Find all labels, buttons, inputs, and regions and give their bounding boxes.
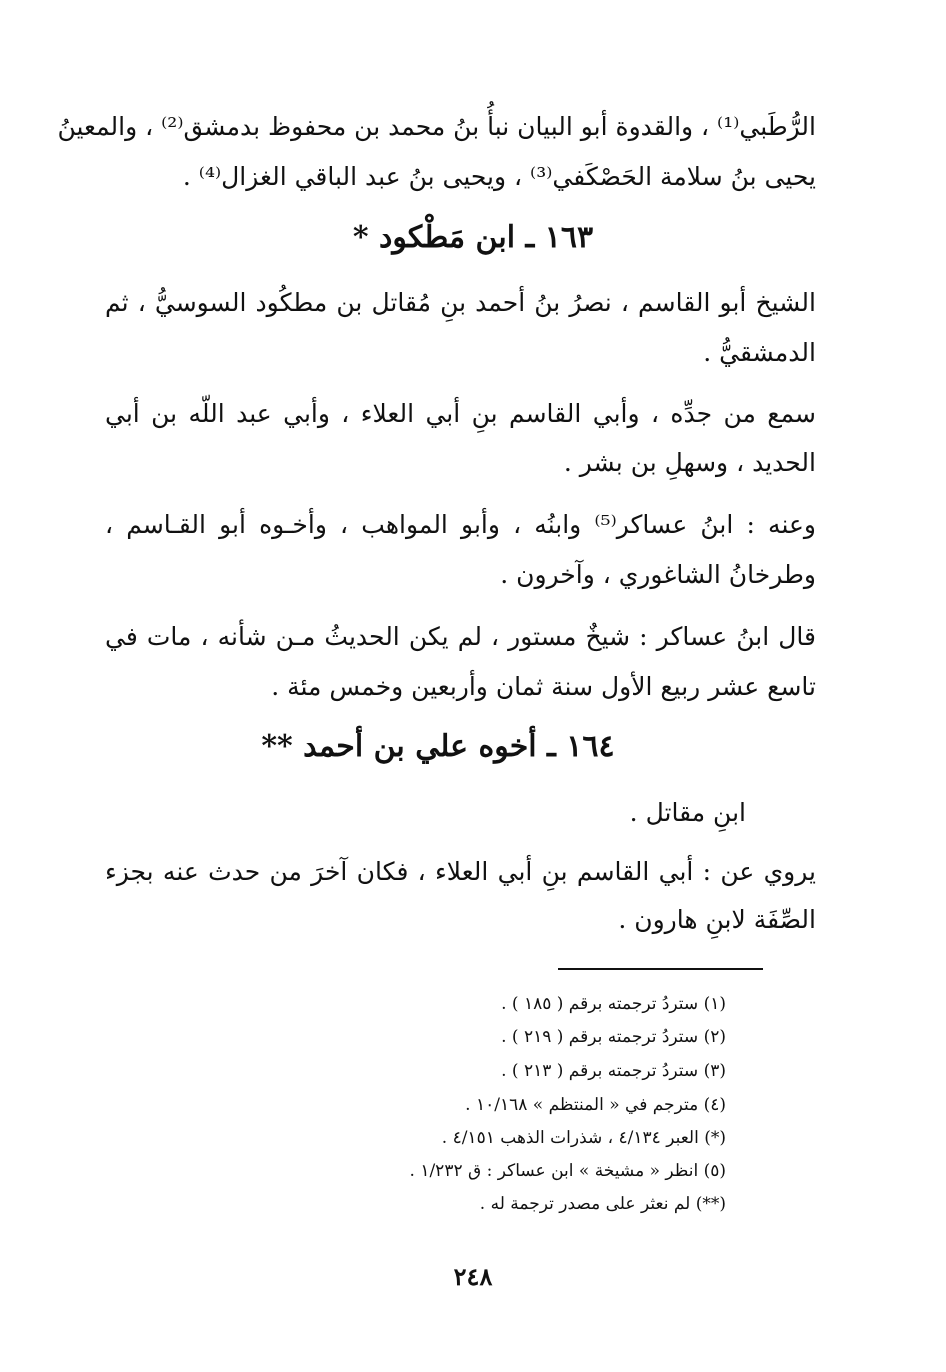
footnote-entry-164: (**) لم نعثر على مصدر ترجمة له . — [479, 1194, 726, 1214]
entry-163-paragraph-4-line-2: تاسع عشر ربيع الأول سنة ثمان وأربعين وخمس مئة . — [271, 672, 816, 701]
entry-164-paragraph-2-line-1: يروي عن : أبي القاسم بنِ أبي العلاء ، فكان آخرَ من حدث عنه بجزء — [105, 857, 816, 886]
entry-163-paragraph-1-line-2: الدمشقيُّ . — [703, 338, 816, 367]
footnote-separator — [558, 968, 763, 970]
footnote-5: (٥) انظر « مشيخة » ابن عساكر : ق ١/٢٣٢ . — [409, 1161, 726, 1181]
entry-163-paragraph-1-line-1: الشيخ أبو القاسم ، نصرُ بنُ أحمد بنِ مُقاتل بن مطكُود السوسيُّ ، ثم — [105, 288, 816, 317]
footnote-1: (١) ستردُ ترجمته برقم ( ١٨٥ ) . — [501, 994, 726, 1014]
footnote-3: (٣) ستردُ ترجمته برقم ( ٢١٣ ) . — [501, 1061, 726, 1081]
intro-line-1: الرُّطَبي⁽¹⁾ ، والقدوة أبو البيان نبأُ بنُ محمد بن محفوظ بدمشق⁽²⁾ ، والمعينُ — [57, 112, 816, 141]
entry-163-heading: ١٦٣ ـ ابن مَطْكود * — [352, 220, 594, 255]
footnote-4: (٤) مترجم في « المنتظم » ١٠/١٦٨ . — [465, 1095, 726, 1115]
entry-164-paragraph-2-line-2: الصِّفَة لابنِ هارون . — [618, 905, 816, 934]
entry-164-paragraph-1: ابنِ مقاتل . — [629, 798, 746, 827]
page-number: ٢٤٨ — [453, 1262, 493, 1291]
entry-163-paragraph-2-line-2: الحديد ، وسهلِ بن بشر . — [563, 448, 816, 477]
entry-163-paragraph-2-line-1: سمع من جدِّه ، وأبي القاسم بنِ أبي العلاء ، وأبي عبد اللّه بن أبي — [105, 399, 816, 428]
entry-164-heading: ١٦٤ ـ أخوه علي بن أحمد ** — [261, 729, 615, 764]
entry-163-paragraph-3-line-1: وعنه : ابنُ عساكر⁽⁵⁾ وابنُه ، وأبو المواهب ، وأخـوه أبو القـاسم ، — [105, 510, 816, 539]
intro-line-2: يحيى بنُ سلامة الحَصْكَفي⁽³⁾ ، ويحيى بنُ عبد الباقي الغزال⁽⁴⁾ . — [182, 162, 816, 191]
entry-163-paragraph-4-line-1: قال ابنُ عساكر : شيخٌ مستور ، لم يكن الحديثُ مـن شأنه ، مات في — [105, 622, 816, 651]
footnote-2: (٢) ستردُ ترجمته برقم ( ٢١٩ ) . — [501, 1027, 726, 1047]
entry-163-paragraph-3-line-2: وطرخانُ الشاغوري ، وآخرون . — [500, 560, 816, 589]
footnote-entry-163: (*) العبر ٤/١٣٤ ، شذرات الذهب ٤/١٥١ . — [441, 1128, 726, 1148]
